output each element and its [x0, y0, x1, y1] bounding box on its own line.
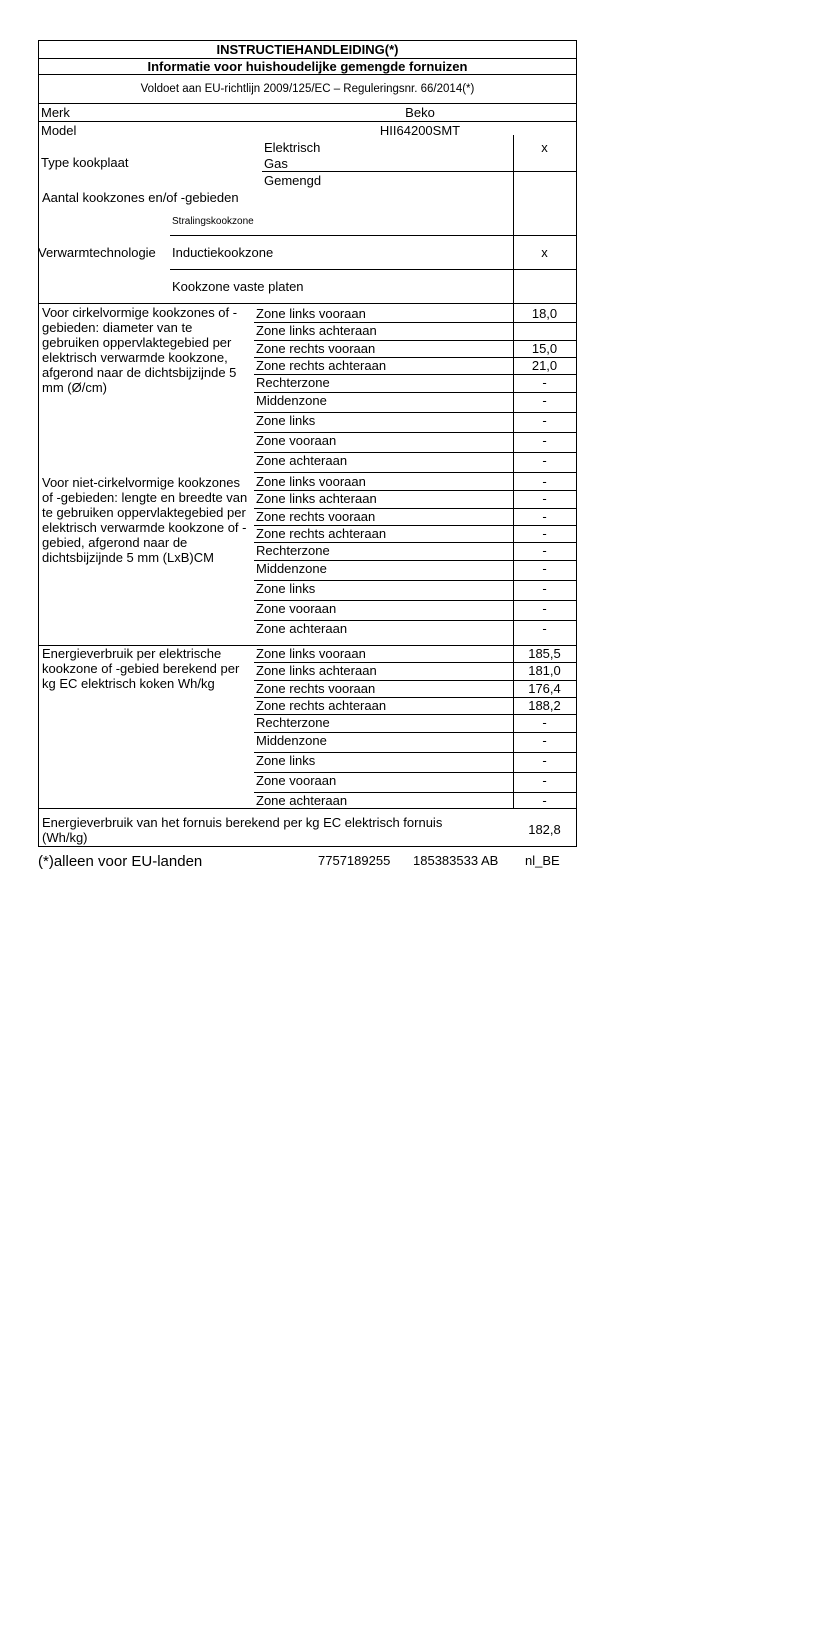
row-divider	[254, 542, 576, 543]
noncircular-zones-label: Voor niet-cirkelvormige kookzones of -gebieden: lengte en breedte van te gebruiken oppervlaktegebied per elektrisch verwarmde kookzone of -gebied, afgerond naar de dichtsbijzijnde 5 mm (LxB)CM	[42, 475, 248, 565]
row-divider	[254, 357, 576, 358]
energy-zone-value: 181,0	[528, 663, 561, 678]
circular-zone-name: Middenzone	[256, 393, 327, 408]
circular-zone-value: -	[542, 413, 547, 428]
row-divider	[254, 412, 576, 413]
document-subtitle: Informatie voor huishoudelijke gemengde fornuizen	[147, 59, 468, 74]
energy-total-value: 182,8	[528, 822, 561, 837]
energy-zone-value: -	[542, 733, 547, 748]
noncircular-zone-name: Zone rechts achteraan	[256, 526, 387, 541]
energy-zone-value: -	[542, 715, 547, 730]
energy-zone-name: Zone achteraan	[256, 793, 348, 808]
row-divider	[254, 680, 576, 681]
model-label: Model	[41, 123, 77, 138]
noncircular-zone-value: -	[542, 621, 547, 636]
row-divider	[254, 340, 576, 341]
row-divider	[254, 620, 576, 621]
row-divider	[254, 432, 576, 433]
circular-zone-value: 18,0	[531, 306, 558, 321]
row-divider	[254, 662, 576, 663]
energy-zone-name: Rechterzone	[256, 715, 330, 730]
row-divider	[254, 580, 576, 581]
row-divider	[254, 560, 576, 561]
energy-zone-label: Energieverbruik per elektrische kookzone of -gebied berekend per kg EC elektrisch koken Wh/kg	[42, 646, 240, 691]
document-title: INSTRUCTIEHANDLEIDING(*)	[216, 42, 399, 57]
circular-zone-name: Zone achteraan	[256, 453, 348, 468]
energy-zone-name: Zone links	[256, 753, 316, 768]
energy-zone-value: 185,5	[528, 646, 561, 661]
heating-label: Verwarmtechnologie	[38, 245, 156, 260]
energy-zone-name: Zone links vooraan	[256, 646, 366, 661]
circular-zones-label: Voor cirkelvormige kookzones of -gebieden: diameter van te gebruiken oppervlaktegebied per elektrisch verwarmde kookzone, afgerond naar de dichtsbijzijnde 5 mm (Ø/cm)	[42, 305, 238, 395]
brand-value: Beko	[405, 105, 435, 120]
table-border	[38, 40, 577, 41]
row-divider	[254, 472, 576, 473]
energy-zone-name: Zone vooraan	[256, 773, 337, 788]
energy-zone-value: -	[542, 793, 547, 808]
row-divider	[254, 772, 576, 773]
energy-zone-value: 176,4	[528, 681, 561, 696]
noncircular-zone-value: -	[542, 491, 547, 506]
energy-zone-value: -	[542, 773, 547, 788]
circular-zone-value: -	[542, 453, 547, 468]
noncircular-zone-value: -	[542, 543, 547, 558]
row-divider	[254, 752, 576, 753]
noncircular-zone-name: Middenzone	[256, 561, 327, 576]
noncircular-zone-value: -	[542, 474, 547, 489]
circular-zone-name: Rechterzone	[256, 375, 330, 390]
hob-type-label: Type kookplaat	[41, 155, 129, 170]
noncircular-zone-name: Zone achteraan	[256, 621, 348, 636]
row-divider	[254, 792, 576, 793]
circular-zone-value: -	[542, 393, 547, 408]
noncircular-zone-value: -	[542, 509, 547, 524]
energy-total-label: Energieverbruik van het fornuis berekend per kg EC elektrisch fornuis (Wh/kg)	[42, 815, 443, 845]
row-divider	[254, 714, 576, 715]
noncircular-zone-name: Zone links achteraan	[256, 491, 377, 506]
table-border	[38, 40, 39, 846]
brand-label: Merk	[41, 105, 70, 120]
row-divider	[254, 452, 576, 453]
circular-zone-value: 15,0	[531, 341, 558, 356]
noncircular-zone-name: Zone vooraan	[256, 601, 337, 616]
row-divider	[254, 374, 576, 375]
row-divider	[254, 697, 576, 698]
energy-zone-name: Middenzone	[256, 733, 327, 748]
energy-zone-name: Zone links achteraan	[256, 663, 377, 678]
noncircular-zone-name: Zone rechts vooraan	[256, 509, 376, 524]
noncircular-zone-value: -	[542, 526, 547, 541]
circular-zone-name: Zone rechts vooraan	[256, 341, 376, 356]
circular-zone-value: -	[542, 375, 547, 390]
circular-zone-name: Zone links achteraan	[256, 323, 377, 338]
row-divider	[254, 392, 576, 393]
hob-type-electric: Elektrisch	[264, 140, 321, 155]
row-divider	[254, 322, 576, 323]
circular-zone-name: Zone rechts achteraan	[256, 358, 387, 373]
heating-solid-plates: Kookzone vaste platen	[172, 279, 304, 294]
footer-code-1: 7757189255	[318, 853, 391, 868]
row-divider	[254, 525, 576, 526]
energy-zone-value: 188,2	[528, 698, 561, 713]
noncircular-zone-name: Zone links vooraan	[256, 474, 366, 489]
energy-zone-name: Zone rechts achteraan	[256, 698, 387, 713]
heating-induction: Inductiekookzone	[172, 245, 274, 260]
zone-count-label: Aantal kookzones en/of -gebieden	[42, 190, 239, 205]
circular-zone-value: -	[542, 433, 547, 448]
row-divider	[254, 732, 576, 733]
footer-note: (*)alleen voor EU-landen	[38, 853, 203, 870]
heating-radiant: Stralingskookzone	[172, 216, 254, 227]
directive-text: Voldoet aan EU-richtlijn 2009/125/EC – Reguleringsnr. 66/2014(*)	[140, 83, 475, 95]
row-divider	[254, 508, 576, 509]
noncircular-zone-value: -	[542, 561, 547, 576]
hob-type-mark: x	[541, 140, 548, 155]
circular-zone-name: Zone links	[256, 413, 316, 428]
table-border	[38, 846, 577, 847]
energy-zone-name: Zone rechts vooraan	[256, 681, 376, 696]
hob-type-gas: Gas	[264, 156, 288, 171]
row-divider	[254, 490, 576, 491]
table-border	[576, 40, 577, 846]
footer-locale: nl_BE	[525, 853, 560, 868]
model-value: HII64200SMT	[379, 123, 461, 138]
noncircular-zone-value: -	[542, 601, 547, 616]
row-divider	[254, 600, 576, 601]
hob-type-mixed: Gemengd	[264, 173, 322, 188]
noncircular-zone-name: Rechterzone	[256, 543, 330, 558]
heating-mark: x	[541, 245, 548, 260]
noncircular-zone-value: -	[542, 581, 547, 596]
noncircular-zone-name: Zone links	[256, 581, 316, 596]
circular-zone-name: Zone vooraan	[256, 433, 337, 448]
footer-code-2: 185383533 AB	[413, 853, 499, 868]
circular-zone-value: 21,0	[531, 358, 558, 373]
circular-zone-name: Zone links vooraan	[256, 306, 366, 321]
energy-zone-value: -	[542, 753, 547, 768]
